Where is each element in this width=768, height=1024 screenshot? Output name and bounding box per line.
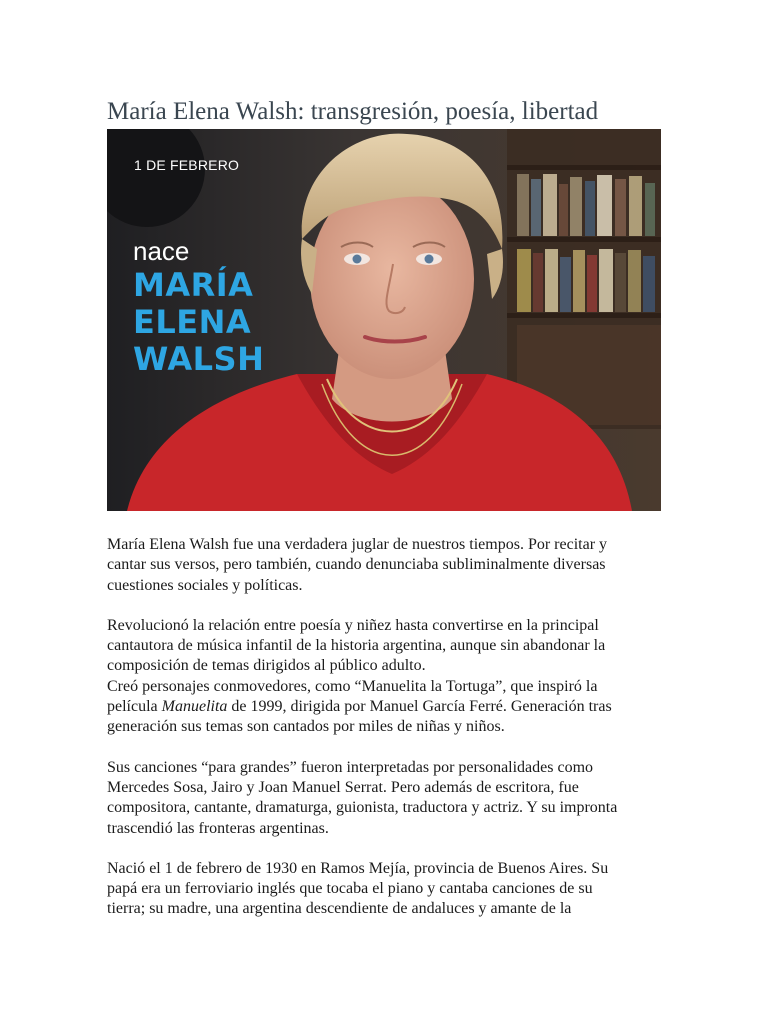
film-title: Manuelita: [161, 698, 228, 716]
paragraph: [107, 677, 667, 738]
text-line: tierra; su madre, una argentina descendiente de andaluces y amante de la: [107, 900, 572, 918]
banner-name: [133, 267, 264, 378]
text-line: compositora, cantante, dramaturga, guionista, traductora y actriz. Y su impronta: [107, 799, 618, 817]
text-line: cuestiones sociales y políticas.: [107, 576, 303, 594]
banner-nace-label: nace: [133, 236, 190, 266]
banner-name-line: WALSH: [133, 340, 265, 378]
text-line: cantautora de música infantil de la historia argentina, aunque sin abandonar la: [107, 637, 606, 655]
banner-name-line: MARÍA: [133, 266, 254, 304]
banner-photo: [107, 129, 661, 511]
text-line: Creó personajes conmovedores, como “Manuelita la Tortuga”, que inspiró la: [107, 677, 598, 695]
paragraph: [107, 859, 667, 920]
text-segment: de 1999, dirigida por Manuel García Ferré. Generación tras: [227, 698, 612, 716]
text-line: Sus canciones “para grandes” fueron interpretadas por personalidades como: [107, 758, 594, 776]
page-title: María Elena Walsh: transgresión, poesía, libertad: [107, 98, 599, 125]
text-line: papá era un ferroviario inglés que tocaba el piano y cantaba canciones de su: [107, 880, 593, 898]
paragraph: [107, 535, 667, 596]
text-segment: película: [107, 698, 162, 716]
text-line: [107, 697, 667, 717]
article-body: [107, 535, 667, 940]
text-line: generación sus temas son cantados por miles de niñas y niños.: [107, 718, 505, 736]
text-line: trascendió las fronteras argentinas.: [107, 819, 329, 837]
text-line: composición de temas dirigidos al público adulto.: [107, 657, 426, 675]
paragraph: [107, 616, 667, 677]
text-line: María Elena Walsh fue una verdadera juglar de nuestros tiempos. Por recitar y: [107, 536, 608, 553]
banner-date: 1 DE FEBRERO: [134, 157, 240, 173]
banner-name-line: ELENA: [133, 303, 252, 341]
text-line: Revolucionó la relación entre poesía y niñez hasta convertirse en la principal: [107, 616, 599, 634]
bookshelf: [507, 129, 661, 429]
text-line: Mercedes Sosa, Jairo y Joan Manuel Serrat. Pero además de escritora, fue: [107, 778, 579, 796]
paragraph: [107, 758, 667, 839]
text-line: cantar sus versos, pero también, cuando denunciaba subliminalmente diversas: [107, 556, 606, 574]
text-line: Nació el 1 de febrero de 1930 en Ramos Mejía, provincia de Buenos Aires. Su: [107, 859, 609, 877]
